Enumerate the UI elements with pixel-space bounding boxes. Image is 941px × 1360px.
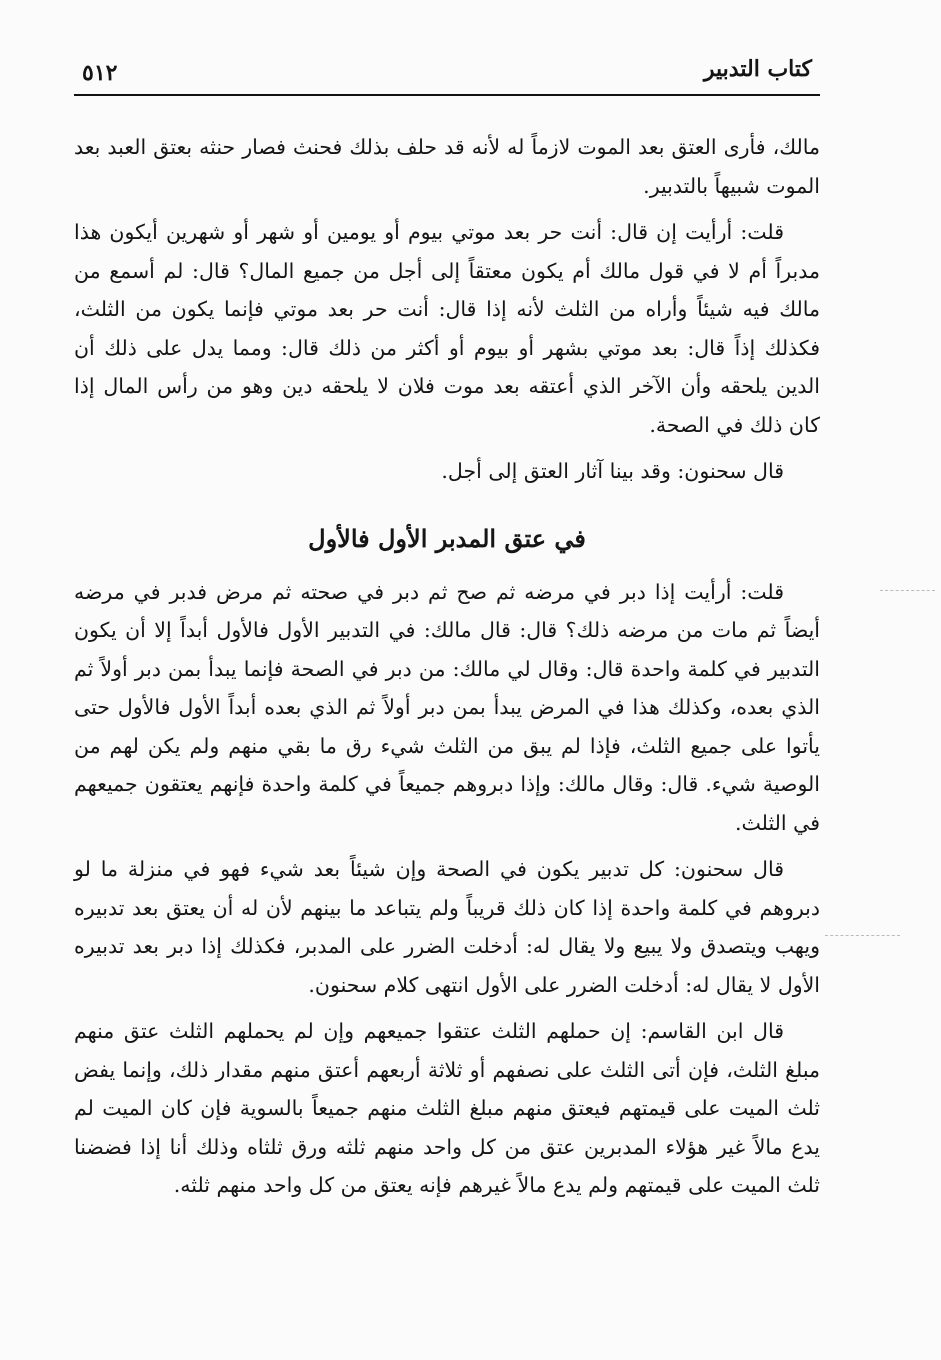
- running-title: كتاب التدبير: [703, 56, 812, 82]
- margin-mark: [825, 935, 900, 936]
- paragraph: قلت: أرأيت إذا دبر في مرضه ثم صح ثم دبر في صحته ثم مرض فدبر في مرضه أيضاً ثم مات من مرضه ذلك؟ قال: قال مالك: في التدبير الأول فالأول أبداً إلا أن يكون التدبير في كلمة واحدة قال: وقال لي مالك: من دبر في الصحة فإنما يبدأ بمن دبر أولاً ثم الذي بعده، وكذلك هذا في المرض يبدأ بمن دبر أولاً ثم الذي بعده أبداً الأول فالأول حتى يأتوا على جميع الثلث، فإذا لم يبق من الثلث شيء رق ما بقي منهم ولم يكن لهم من الوصية شيء. قال: وقال مالك: وإذا دبروهم جميعاً في كلمة واحدة فإنهم يعتقون جميعهم في الثلث.: [74, 579, 820, 835]
- book-page: [74, 50, 820, 1310]
- page-header: [74, 56, 820, 96]
- page-number: ٥١٢: [82, 60, 118, 86]
- paragraph: قال سحنون: كل تدبير يكون في الصحة وإن شيئاً بعد شيء فهو في منزلة ما لو دبروهم في كلمة واحدة إذا كان ذلك قريباً ولم يتباعد ما بينهم لأن له أن يعتق بعد تدبيره ويهب ويتصدق ولا يبيع ولا يقال له: أدخلت الضرر على المدبر، فكذلك إذا دبر بعد تدبيره الأول لا يقال له: أدخلت الضرر على الأول انتهى كلام سحنون.: [74, 857, 820, 997]
- paragraph: قال ابن القاسم: إن حملهم الثلث عتقوا جميعهم وإن لم يحملهم الثلث عتق منهم مبلغ الثلث، فإن أتى الثلث على نصفهم أو ثلاثة أربعهم أعتق منهم مقدار ذلك، وإنما يفض ثلث الميت على قيمتهم فيعتق منهم مبلغ الثلث منهم جميعاً بالسوية فإن كان الميت لم يدع مالاً غير هؤلاء المدبرين عتق من كل واحد منهم ثلثه ورق ثلثاه وذلك أنا إذا فضضنا ثلث الميت على قيمتهم ولم يدع مالاً غيرهم فإنه يعتق من كل واحد منهم ثلثه.: [74, 1019, 820, 1197]
- paragraph: قلت: أرأيت إن قال: أنت حر بعد موتي بيوم أو يومين أو شهر أو شهرين أيكون هذا مدبراً أم لا في قول مالك أم يكون معتقاً إلى أجل من جميع المال؟ قال: لم أسمع من مالك فيه شيئاً وأراه من الثلث لأنه إذا قال: أنت حر بعد موتي فإنما يكون من الثلث، فكذلك إذاً قال: بعد موتي بشهر أو بيوم أو أكثر من ذلك قال: ومما يدل على ذلك أن الدين يلحقه وأن الآخر الذي أعتقه بعد موت فلان لا يلحقه دين وهو من رأس المال إذا كان ذلك في الصحة.: [74, 220, 820, 437]
- section-title: في عتق المدبر الأول فالأول: [308, 523, 586, 553]
- paragraph: مالك، فأرى العتق بعد الموت لازماً له لأنه قد حلف بذلك فحنث فصار حنثه بعتق العبد بعد الموت شبيهاً بالتدبير.: [74, 135, 820, 198]
- page-body: [74, 128, 820, 1213]
- margin-mark: [880, 590, 935, 591]
- paragraph: قال سحنون: وقد بينا آثار العتق إلى أجل.: [441, 459, 784, 483]
